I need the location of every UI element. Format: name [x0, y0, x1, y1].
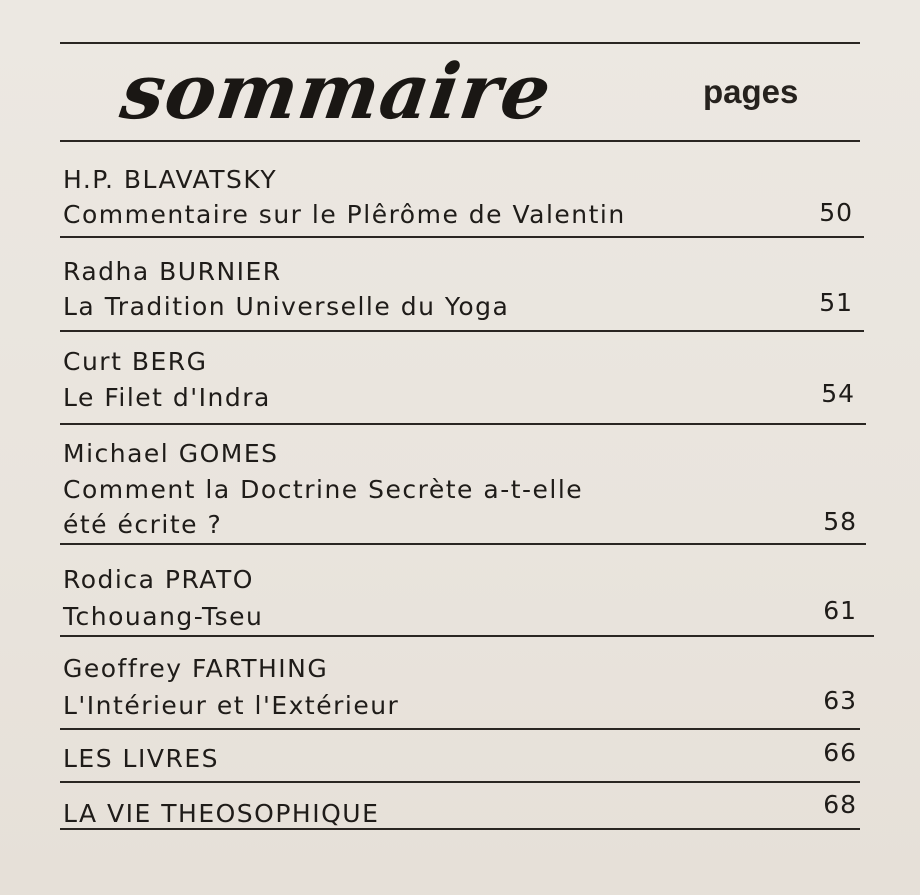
- entry-title: Comment la Doctrine Secrète a-t-elle: [63, 475, 584, 504]
- entry-title-continued: été écrite ?: [63, 510, 223, 539]
- entry-page-number: 54: [821, 379, 855, 408]
- header-rule: [60, 140, 860, 142]
- entry-author: Michael GOMES: [63, 439, 279, 468]
- entry-page-number: 50: [819, 198, 853, 227]
- entry-divider: [60, 330, 864, 332]
- bottom-rule: [60, 828, 860, 830]
- entry-page-number: 68: [823, 790, 857, 819]
- entry-author: Radha BURNIER: [63, 257, 282, 286]
- page-title: sommaire: [115, 47, 558, 136]
- entry-page-number: 66: [823, 738, 857, 767]
- entry-title: Tchouang-Tseu: [63, 602, 264, 631]
- entry-author: Rodica PRATO: [63, 565, 254, 594]
- entry-page-number: 51: [819, 288, 853, 317]
- entry-title: L'Intérieur et l'Extérieur: [63, 691, 400, 720]
- entry-title: La Tradition Universelle du Yoga: [63, 292, 510, 321]
- entry-author: H.P. BLAVATSKY: [63, 165, 278, 194]
- entry-title: Commentaire sur le Plêrôme de Valentin: [63, 200, 626, 229]
- entry-divider: [60, 728, 860, 730]
- entry-divider: [60, 543, 866, 545]
- top-rule: [60, 42, 860, 44]
- entry-divider: [60, 635, 874, 637]
- entry-title: Le Filet d'Indra: [63, 383, 271, 412]
- pages-column-label: pages: [703, 73, 799, 110]
- entry-divider: [60, 781, 860, 783]
- entry-page-number: 61: [823, 596, 857, 625]
- entry-divider: [60, 236, 864, 238]
- entry-author: Curt BERG: [63, 347, 208, 376]
- section-title: LA VIE THEOSOPHIQUE: [63, 799, 380, 828]
- section-title: LES LIVRES: [63, 744, 219, 773]
- entry-page-number: 58: [823, 507, 857, 536]
- entry-page-number: 63: [823, 686, 857, 715]
- entry-author: Geoffrey FARTHING: [63, 654, 329, 683]
- entry-divider: [60, 423, 866, 425]
